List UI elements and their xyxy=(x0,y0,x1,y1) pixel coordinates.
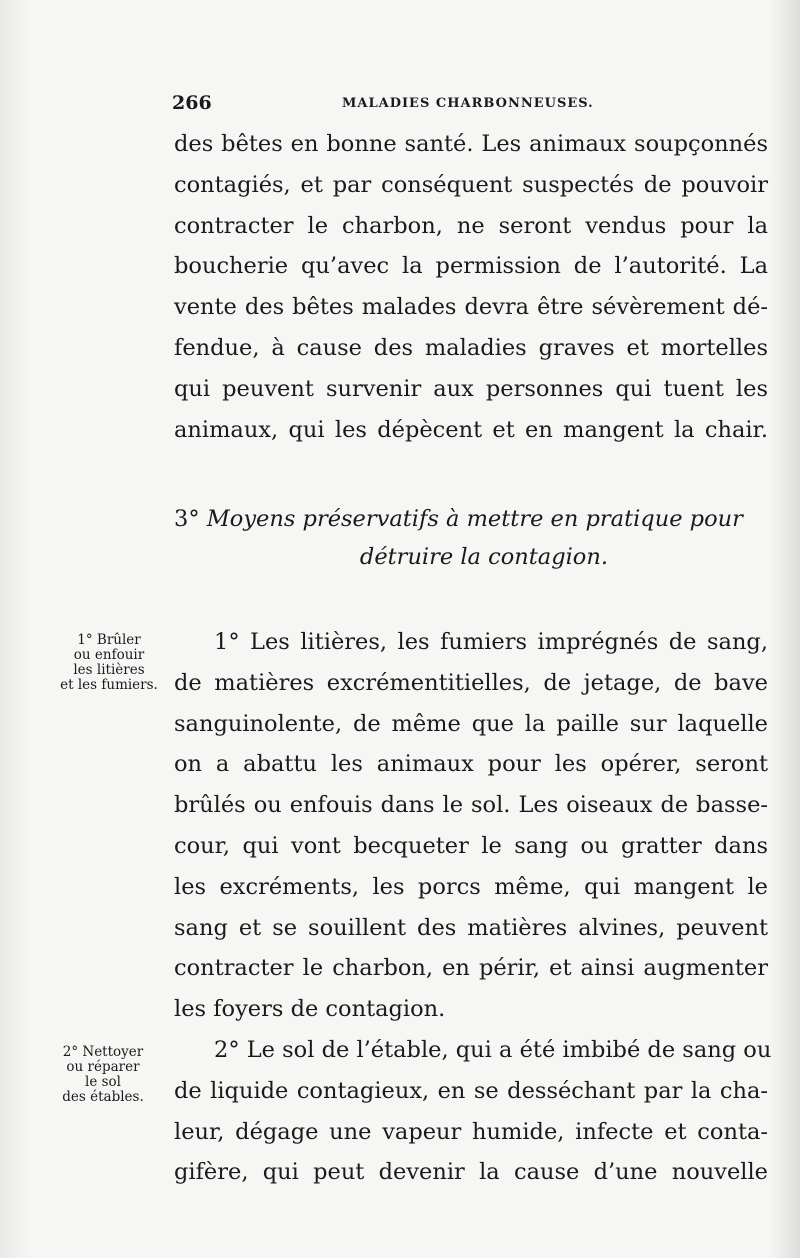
text-line: cour, qui vont becqueter le sang ou gratter dans xyxy=(174,832,768,859)
text-line: boucherie qu’avec la permission de l’autorité. La xyxy=(174,253,768,280)
section-heading-line-1 xyxy=(174,500,768,538)
margin-note-1 xyxy=(44,633,174,693)
margin-note-line: les litières xyxy=(73,662,145,678)
text-line: 1° Les litières, les fumiers imprégnés de sang, xyxy=(214,629,768,655)
text-line: sanguinolente, de même que la paille sur laquelle xyxy=(174,710,768,737)
section-heading xyxy=(174,500,768,576)
text-line: contracter le charbon, en périr, et ainsi augmenter xyxy=(174,955,768,982)
section-number: 3° xyxy=(174,506,200,532)
text-line: les foyers de contagion. xyxy=(174,996,446,1023)
paragraph-1 xyxy=(174,622,768,1030)
running-title: MALADIES CHARBONNEUSES. xyxy=(342,96,594,111)
text-line: les excréments, les porcs même, qui mangent le xyxy=(174,873,768,900)
text-line: 2° Le sol de l’étable, qui a été imbibé de sang ou xyxy=(214,1037,772,1063)
page-number: 266 xyxy=(172,92,212,114)
text-line: contagiés, et par conséquent suspectés de pouvoir xyxy=(174,171,768,198)
text-line: gifère, qui peut devenir la cause d’une nouvelle xyxy=(174,1159,768,1186)
margin-note-line: 1° Brûler xyxy=(77,632,141,648)
opening-paragraph xyxy=(174,124,768,450)
text-line: sang et se souillent des matières alvines, peuvent xyxy=(174,914,768,941)
margin-note-line: ou enfouir xyxy=(73,647,145,663)
text-line: qui peuvent survenir aux personnes qui tuent les xyxy=(174,375,768,402)
margin-note-line: des étables. xyxy=(62,1089,144,1105)
text-line: vente des bêtes malades devra être sévèrement dé- xyxy=(174,294,768,321)
margin-note-line: le sol xyxy=(85,1074,121,1090)
section-title-part-1: Moyens préservatifs à mettre en pratique pour xyxy=(206,506,743,532)
margin-note-line: et les fumiers. xyxy=(60,677,158,693)
text-line: contracter le charbon, ne seront vendus pour la xyxy=(174,212,768,239)
margin-note-line: ou réparer xyxy=(66,1059,140,1075)
text-line: des bêtes en bonne santé. Les animaux soupçonnés xyxy=(174,131,768,157)
text-line: fendue, à cause des maladies graves et mortelles xyxy=(174,334,768,361)
text-line: animaux, qui les dépècent et en mangent la chair. xyxy=(174,416,768,443)
text-line: brûlés ou enfouis dans le sol. Les oiseaux de basse- xyxy=(174,792,768,819)
text-line: de liquide contagieux, en se desséchant par la cha- xyxy=(174,1077,768,1104)
section-title-part-2: détruire la contagion. xyxy=(359,544,608,570)
page-header xyxy=(172,92,612,120)
margin-note-line: 2° Nettoyer xyxy=(62,1044,144,1060)
text-line: on a abattu les animaux pour les opérer, seront xyxy=(174,751,768,778)
text-line: leur, dégage une vapeur humide, infecte et conta- xyxy=(174,1118,768,1145)
margin-note-2 xyxy=(38,1045,168,1105)
text-line: de matières excrémentitielles, de jetage, de bave xyxy=(174,669,768,696)
paragraph-2 xyxy=(174,1030,772,1193)
